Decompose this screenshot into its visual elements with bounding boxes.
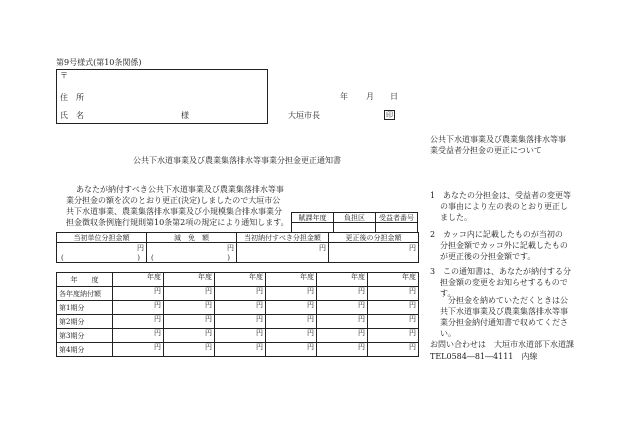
yen-unit: 円: [227, 244, 234, 252]
levy-cell[interactable]: [334, 223, 376, 233]
schedule-col-header: 年度: [215, 273, 266, 287]
schedule-cell[interactable]: 円: [266, 315, 317, 329]
issuer: 大垣市長: [288, 111, 320, 120]
note-1-line-2: の事由により左の表のとおり更正し: [440, 202, 568, 211]
document-title: 公共下水道事業及び農業集落排水等事業分担金更正通知書: [133, 156, 341, 165]
schedule-cell[interactable]: 円: [317, 315, 368, 329]
schedule-row-label: 第3期分: [57, 329, 113, 343]
levy-header-district: 負担区: [334, 213, 376, 223]
table-row: [57, 343, 419, 357]
schedule-cell[interactable]: 円: [215, 301, 266, 315]
note-3-line-2: 担金額の変更をお知らせするもので: [440, 278, 568, 287]
date-day: 日: [390, 92, 398, 101]
amount-cell[interactable]: [147, 243, 237, 263]
schedule-cell[interactable]: 円: [266, 287, 317, 301]
schedule-year-header: 年 度: [57, 273, 113, 287]
amount-header-reduction: 減 免 額: [147, 233, 237, 243]
right-title-line-1: 公共下水道事業及び農業集落排水等事: [430, 135, 566, 144]
schedule-cell[interactable]: 円: [368, 287, 419, 301]
address-box: [56, 69, 268, 124]
schedule-cell[interactable]: 円: [215, 343, 266, 357]
paren-close: ): [137, 254, 140, 262]
contact-line-1: お問い合わせは 大垣市水道部下水道課: [430, 340, 574, 349]
levy-header-beneficiary: 受益者番号: [376, 213, 418, 223]
schedule-cell[interactable]: 円: [368, 301, 419, 315]
schedule-cell[interactable]: 円: [266, 329, 317, 343]
schedule-row-label: 第1期分: [57, 301, 113, 315]
right-title-line-2: 業受益者分担金の更正について: [430, 146, 542, 155]
schedule-cell[interactable]: 円: [164, 315, 215, 329]
schedule-cell[interactable]: 円: [113, 315, 164, 329]
schedule-cell[interactable]: 円: [113, 343, 164, 357]
paren-open: (: [151, 254, 154, 262]
amount-header-initial-payable: 当初納付すべき分担金額: [237, 233, 329, 243]
amount-cell[interactable]: [237, 243, 329, 263]
postal-mark: 〒: [60, 71, 68, 80]
schedule-cell[interactable]: 円: [113, 329, 164, 343]
note-3-line-1: この通知書は、あなたが納付する分: [443, 267, 571, 276]
schedule-cell[interactable]: 円: [368, 343, 419, 357]
note-3-line-3: す。: [440, 289, 456, 298]
note-3-extra-line-4: い。: [440, 329, 456, 338]
schedule-cell[interactable]: 円: [266, 301, 317, 315]
note-2-number: 2: [430, 230, 436, 239]
schedule-col-header: 年度: [266, 273, 317, 287]
amount-cell[interactable]: [57, 243, 147, 263]
amount-table: [56, 232, 419, 263]
table-row: [57, 329, 419, 343]
note-1-number: 1: [430, 191, 436, 200]
date-year: 年: [340, 92, 348, 101]
schedule-cell[interactable]: 円: [368, 329, 419, 343]
yen-unit: 円: [137, 244, 144, 252]
schedule-cell[interactable]: 円: [164, 301, 215, 315]
yen-unit: 円: [409, 244, 416, 252]
schedule-cell[interactable]: 円: [266, 343, 317, 357]
paren-open: (: [61, 254, 64, 262]
amount-header-revised: 更正後の分担金額: [329, 233, 419, 243]
schedule-cell[interactable]: 円: [317, 301, 368, 315]
intro-line-1: あなたが納付すべき公共下水道事業及び農業集落排水等事: [76, 185, 284, 194]
levy-cell[interactable]: [376, 223, 418, 233]
note-2-line-3: が更正後の分担金額です。: [440, 252, 536, 261]
note-3-extra-line-1: 分担金を納めていただくときは公: [448, 296, 568, 305]
levy-cell[interactable]: [292, 223, 334, 233]
intro-line-4: 担金徴収条例施行規則第10条第2項の規定により通知します。: [66, 218, 289, 227]
schedule-cell[interactable]: 円: [317, 287, 368, 301]
table-row: [57, 315, 419, 329]
schedule-col-header: 年度: [164, 273, 215, 287]
table-row: [57, 287, 419, 301]
table-row: [57, 301, 419, 315]
note-2-line-1: カッコ内に記載したものが当初の: [443, 230, 563, 239]
schedule-cell[interactable]: 円: [113, 287, 164, 301]
seal-box: [384, 110, 395, 120]
schedule-row-label: 第2期分: [57, 315, 113, 329]
schedule-cell[interactable]: 円: [215, 315, 266, 329]
schedule-cell[interactable]: 円: [164, 287, 215, 301]
intro-line-3: 共下水道事業、農業集落排水事業及び小規模集合排水事業分: [66, 207, 282, 216]
date-month: 月: [366, 92, 374, 101]
amount-header-initial-unit: 当初単位分担金額: [57, 233, 147, 243]
schedule-cell[interactable]: 円: [215, 329, 266, 343]
schedule-cell[interactable]: 円: [113, 301, 164, 315]
levy-header-year: 賦課年度: [292, 213, 334, 223]
note-3-extra-line-2: 共下水道事業及び農業集落排水等事: [440, 307, 568, 316]
seal-mark: 印: [386, 111, 393, 119]
schedule-col-header: 年度: [317, 273, 368, 287]
intro-line-2: 業分担金の額を次のとおり更正(決定)しましたので大垣市公: [66, 196, 281, 205]
schedule-row-label: 各年度納付額: [57, 287, 113, 301]
schedule-row-label: 第4期分: [57, 343, 113, 357]
schedule-cell[interactable]: 円: [164, 329, 215, 343]
note-1-line-3: ました。: [440, 213, 472, 222]
note-1-line-1: あなたの分担金は、受益者の変更等: [443, 191, 571, 200]
levy-table: [291, 212, 418, 233]
note-3-number: 3: [430, 267, 436, 276]
schedule-cell[interactable]: 円: [317, 329, 368, 343]
name-label: 氏 名: [60, 111, 84, 120]
note-3-extra-line-3: 業分担金納付通知書で収めてくださ: [440, 318, 568, 327]
paren-close: ): [227, 254, 230, 262]
contact-line-2: TEL0584―81―4111 内線: [430, 352, 538, 361]
schedule-col-header: 年度: [368, 273, 419, 287]
sama-label: 様: [181, 111, 189, 120]
schedule-cell[interactable]: 円: [317, 343, 368, 357]
schedule-cell[interactable]: 円: [368, 315, 419, 329]
schedule-col-header: 年度: [113, 273, 164, 287]
form-label: 第9号様式(第10条関係): [56, 58, 142, 67]
amount-cell[interactable]: [329, 243, 419, 263]
schedule-table: [56, 272, 419, 357]
address-label: 住 所: [60, 93, 84, 102]
note-2-line-2: 分担金額でカッコ外に記載したもの: [440, 241, 568, 250]
yen-unit: 円: [319, 244, 326, 252]
schedule-cell[interactable]: 円: [164, 343, 215, 357]
schedule-cell[interactable]: 円: [215, 287, 266, 301]
